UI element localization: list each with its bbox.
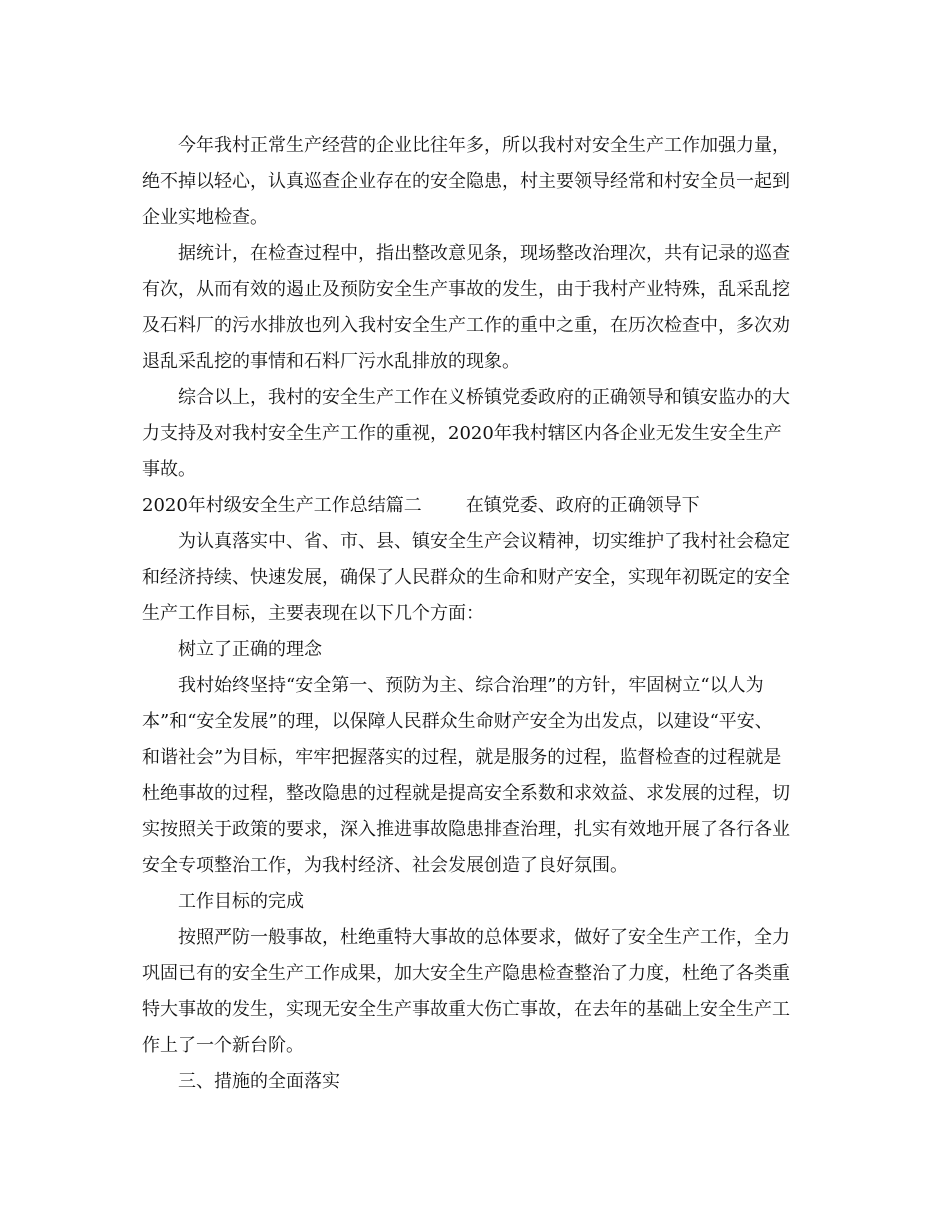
paragraph-line: 事故。 <box>142 459 196 480</box>
paragraph-line: 作上了一个新台阶。 <box>142 1035 304 1056</box>
paragraph-line: 绝不掉以轻心，认真巡查企业存在的安全隐患，村主要领导经常和村安全员一起到 <box>142 171 790 192</box>
paragraph-line: 及石料厂的污水排放也列入我村安全生产工作的重中之重，在历次检查中，多次劝 <box>142 315 790 336</box>
paragraph-line: 特大事故的发生，实现无安全生产事故重大伤亡事故，在去年的基础上安全生产工 <box>142 999 790 1020</box>
paragraph-line: 我村始终坚持“安全第一、预防为主、综合治理”的方针，牢固树立“以人为 <box>178 675 764 696</box>
paragraph-line: 综合以上，我村的安全生产工作在义桥镇党委政府的正确领导和镇安监办的大 <box>178 387 790 408</box>
paragraph-line: 退乱采乱挖的事情和石料厂污水乱排放的现象。 <box>142 351 520 372</box>
paragraph-line: 力支持及对我村安全生产工作的重视，2020年我村辖区内各企业无发生安全生产 <box>142 423 782 444</box>
paragraph-line: 安全专项整治工作，为我村经济、社会发展创造了良好氛围。 <box>142 855 628 876</box>
paragraph-line: 按照严防一般事故，杜绝重特大事故的总体要求，做好了安全生产工作，全力 <box>178 927 790 948</box>
section-heading: 2020年村级安全生产工作总结篇二 <box>142 495 422 516</box>
paragraph-line: 为认真落实中、省、市、县、镇安全生产会议精神，切实维护了我村社会稳定 <box>178 531 790 552</box>
subheading-line: 工作目标的完成 <box>178 891 304 912</box>
document-body <box>142 128 822 1100</box>
paragraph-line: 今年我村正常生产经营的企业比往年多，所以我村对安全生产工作加强力量， <box>178 135 790 156</box>
paragraph-line: 有次，从而有效的遏止及预防安全生产事故的发生，由于我村产业特殊，乱采乱挖 <box>142 279 790 300</box>
paragraph-line: 和经济持续、快速发展，确保了人民群众的生命和财产安全，实现年初既定的安全 <box>142 567 790 588</box>
paragraph-line: 生产工作目标，主要表现在以下几个方面： <box>142 603 484 624</box>
paragraph-line: 实按照关于政策的要求，深入推进事故隐患排查治理，扎实有效地开展了各行各业 <box>142 819 790 840</box>
section-heading-line <box>142 488 822 524</box>
subheading-line: 树立了正确的理念 <box>178 639 322 660</box>
paragraph-line: 杜绝事故的过程，整改隐患的过程就是提高安全系数和求效益、求发展的过程，切 <box>142 783 790 804</box>
paragraph-line: 本”和“安全发展”的理，以保障人民群众生命财产安全为出发点，以建设“平安、 <box>142 711 773 732</box>
paragraph-line: 企业实地检查。 <box>142 207 268 228</box>
subheading-line: 三、措施的全面落实 <box>178 1071 340 1092</box>
section-heading-continuation: 在镇党委、政府的正确领导下 <box>465 495 700 516</box>
paragraph-line: 和谐社会”为目标，牢牢把握落实的过程，就是服务的过程，监督检查的过程就是 <box>142 747 782 768</box>
paragraph-line: 巩固已有的安全生产工作成果，加大安全生产隐患检查整治了力度，杜绝了各类重 <box>142 963 790 984</box>
paragraph-line: 据统计，在检查过程中，指出整改意见条，现场整改治理次，共有记录的巡查 <box>178 243 790 264</box>
